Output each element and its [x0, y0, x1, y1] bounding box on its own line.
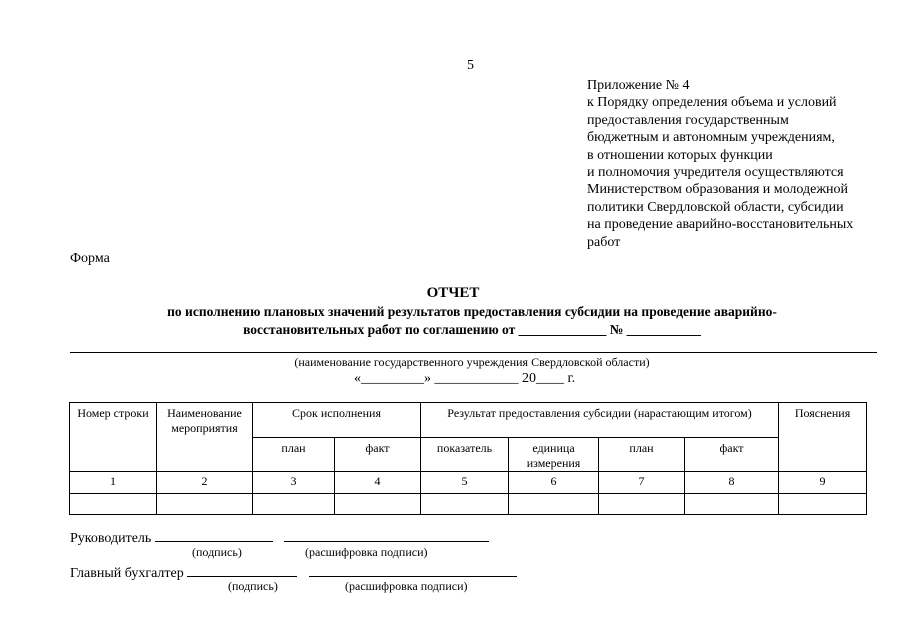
table-row[interactable] [70, 494, 867, 515]
appendix-block [587, 77, 897, 251]
page-number: 5 [467, 58, 474, 73]
header-row-number: Номер строки [70, 403, 157, 472]
column-number: 7 [599, 472, 685, 494]
table-cell[interactable] [421, 494, 509, 515]
appendix-line: Министерством образования и молодежной [587, 182, 849, 198]
accountant-decoding-line[interactable] [309, 564, 517, 577]
column-number: 4 [335, 472, 421, 494]
table-cell[interactable] [70, 494, 157, 515]
column-number: 1 [70, 472, 157, 494]
table-cell[interactable] [509, 494, 599, 515]
head-decoding-line[interactable] [284, 529, 489, 542]
report-subtitle-line-1: по исполнению плановых значений результатов предоставления субсидии на проведение аварийно- [167, 304, 777, 319]
head-label: Руководитель [70, 531, 152, 546]
subheader-indicator: показатель [421, 438, 509, 472]
subheader-result-fact: факт [685, 438, 779, 472]
accountant-signature-caption: (подпись) [228, 579, 278, 593]
appendix-line: в отношении которых функции [587, 147, 773, 163]
date-field[interactable]: «_________» ____________ 20____ г. [354, 371, 576, 386]
column-number: 6 [509, 472, 599, 494]
accountant-label: Главный бухгалтер [70, 566, 184, 581]
report-title: ОТЧЕТ [426, 285, 480, 301]
appendix-line: политики Свердловской области, субсидии [587, 199, 844, 215]
header-event-name: Наименование мероприятия [157, 403, 253, 472]
subheader-unit: единица измерения [509, 438, 599, 472]
column-number: 8 [685, 472, 779, 494]
report-table [69, 402, 867, 515]
report-subtitle-line-2: восстановительных работ по соглашению от _____________ № ___________ [243, 322, 701, 337]
head-decoding-caption: (расшифровка подписи) [305, 545, 428, 559]
table-cell[interactable] [253, 494, 335, 515]
column-number: 2 [157, 472, 253, 494]
head-signature-caption: (подпись) [192, 545, 242, 559]
table-cell[interactable] [599, 494, 685, 515]
accountant-decoding-caption: (расшифровка подписи) [345, 579, 468, 593]
table-cell[interactable] [779, 494, 867, 515]
organization-caption: (наименование государственного учреждения Свердловской области) [294, 355, 650, 369]
column-number: 5 [421, 472, 509, 494]
table-number-row [70, 472, 867, 494]
subheader-plan: план [253, 438, 335, 472]
appendix-line: предоставления государственным [587, 112, 789, 128]
accountant-signature-line[interactable] [187, 564, 297, 577]
header-result: Результат предоставления субсидии (нарастающим итогом) [421, 403, 779, 438]
column-number: 3 [253, 472, 335, 494]
header-deadline: Срок исполнения [253, 403, 421, 438]
organization-name-field[interactable] [70, 352, 877, 353]
appendix-line: работ [587, 234, 621, 250]
appendix-line: Приложение № 4 [587, 78, 690, 93]
table-cell[interactable] [157, 494, 253, 515]
appendix-line: к Порядку определения объема и условий [587, 95, 837, 111]
head-signature-line[interactable] [155, 529, 273, 542]
subheader-fact: факт [335, 438, 421, 472]
appendix-line: бюджетным и автономным учреждениям, [587, 130, 835, 146]
appendix-line: на проведение аварийно-восстановительных [587, 217, 854, 233]
table-cell[interactable] [335, 494, 421, 515]
table-cell[interactable] [685, 494, 779, 515]
table-header-row [70, 403, 867, 438]
header-notes: Пояснения [779, 403, 867, 472]
form-label: Форма [70, 251, 110, 266]
column-number: 9 [779, 472, 867, 494]
subheader-result-plan: план [599, 438, 685, 472]
appendix-line: и полномочия учредителя осуществляются [587, 165, 844, 181]
